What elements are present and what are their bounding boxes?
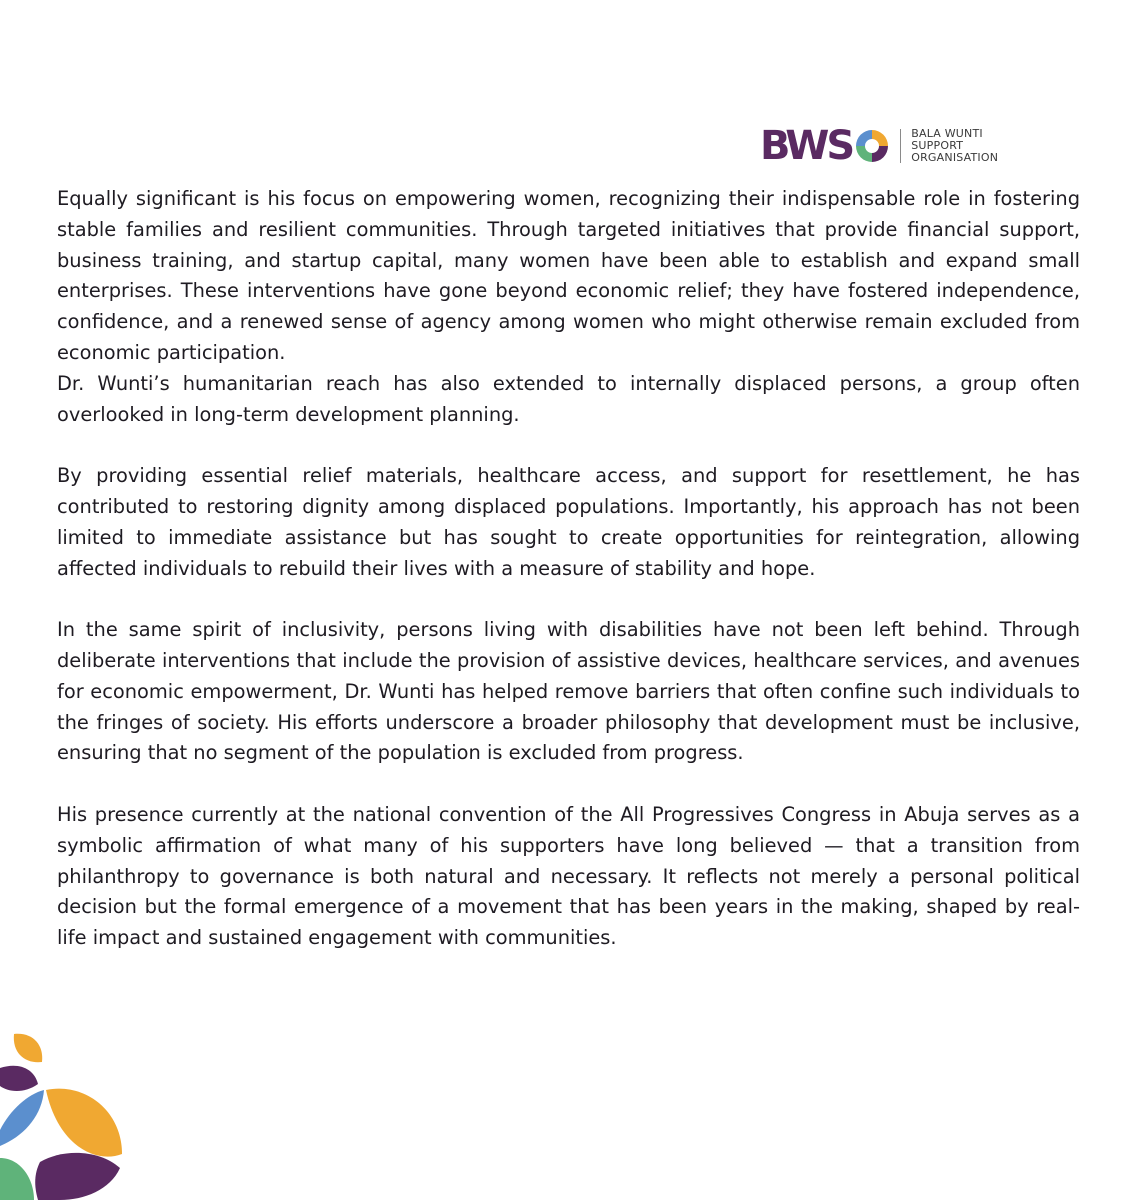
paragraph-convention: His presence currently at the national convention of the All Progressives Congress in Abuja serves as a symbolic affirmation of what many of his supporters have long believed — that a transition from philanthropy to governance is both natural and necessary. It reflects not merely a personal political decision but the formal emergence of a movement that has been years in the making, shaped by real-life impact and sustained engagement with communities. [57, 802, 1080, 950]
paragraph-displaced-persons: By providing essential relief materials, healthcare access, and support for resettlement, he has contributed to restoring dignity among displaced populations. Importantly, his approach has not been limited to immediate assistance but has sought to create opportunities for reintegration, allowing affected individuals to rebuild their lives with a measure of stability and hope. [57, 464, 1080, 580]
paragraph-displaced-persons-intro: Dr. Wunti’s humanitarian reach has also extended to internally displaced persons, a group often overlooked in long-term development planning. [57, 371, 1080, 426]
bwso-logo [760, 123, 999, 169]
logo-letters: BWS [760, 123, 853, 169]
paragraph-disabilities: In the same spirit of inclusivity, persons living with disabilities have not been left behind. Through deliberate interventions that include the provision of assistive devices, healthcare services, and avenues for economic empowerment, Dr. Wunti has helped remove barriers that often confine such individuals to the fringes of society. His efforts underscore a broader philosophy that development must be inclusive, ensuring that no segment of the population is excluded from progress. [57, 618, 1080, 765]
logo-divider [900, 129, 901, 163]
logo-name-line-3: ORGANISATION [911, 151, 999, 164]
paragraph-women-empowerment: Equally significant is his focus on empowering women, recognizing their indispensable role in fostering stable families and resilient communities. Through targeted initiatives that provide financial support, business training, and startup capital, many women have been able to establish and expand small enterprises. These interventions have gone beyond economic relief; they have fostered independence, confidence, and a renewed sense of agency among women who might otherwise remain excluded from economic participation. [57, 187, 1080, 364]
logo-name-line-1: BALA WUNTI [911, 127, 983, 140]
logo-circle-icon [854, 128, 890, 164]
logo-mark [760, 123, 890, 169]
logo-name-line-2: SUPPORT [911, 139, 964, 152]
logo-organisation-name [911, 128, 998, 164]
decorative-petals-icon [0, 1028, 125, 1200]
article-body [57, 184, 1080, 954]
